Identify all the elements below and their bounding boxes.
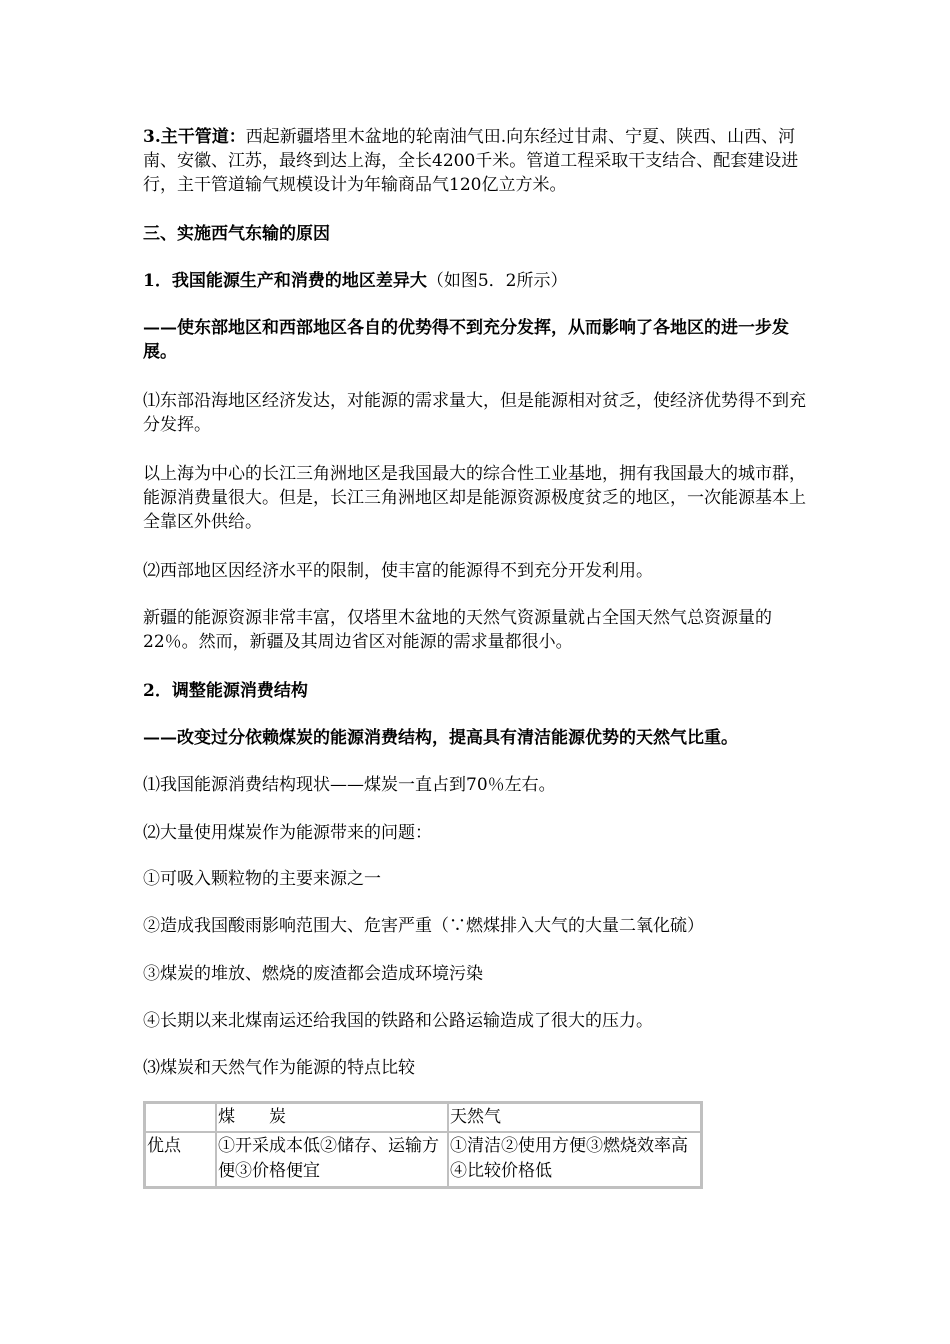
item-coal-problems: ⑵大量使用煤炭作为能源带来的问题： (143, 823, 432, 843)
item-structure-status: ⑴我国能源消费结构现状——煤炭一直占到70％左右。 (143, 775, 556, 795)
heading-1-note: （如图5．2所示） (426, 271, 568, 291)
problem-4: ④长期以来北煤南运还给我国的铁路和公路运输造成了很大的压力。 (143, 1011, 653, 1031)
point-east-detail: 以上海为中心的长江三角洲地区是我国最大的综合性工业基地，拥有我国最大的城市群，能源消费量很大。但是，长江三角洲地区却是能源资源极度贫乏的地区，一次能源基本上全靠区外供给。 (143, 464, 806, 532)
point-west-detail: 新疆的能源资源非常丰富，仅塔里木盆地的天然气资源量就占全国天然气总资源量的22％。然而，新疆及其周边省区对能源的需求量都很小。 (143, 608, 772, 652)
table-row (145, 1132, 701, 1187)
table-header-cell: 煤 炭 (216, 1103, 448, 1132)
heading-1-main: 1．我国能源生产和消费的地区差异大 (143, 271, 427, 291)
item-comparison: ⑶煤炭和天然气作为能源的特点比较 (143, 1058, 415, 1078)
section-heading-3: 三、实施西气东输的原因 (143, 224, 330, 244)
table-cell: ①清洁②使用方便③燃烧效率高④比较价格低 (448, 1132, 701, 1187)
table-header-cell (145, 1103, 216, 1132)
problem-2: ②造成我国酸雨影响范围大、危害严重（∵燃煤排入大气的大量二氧化硫） (143, 916, 704, 936)
table-header-cell: 天然气 (448, 1103, 701, 1132)
point-west: ⑵西部地区因经济水平的限制，使丰富的能源得不到充分开发利用。 (143, 561, 653, 581)
paragraph-text: 西起新疆塔里木盆地的轮南油气田.向东经过甘肃、宁夏、陕西、山西、河南、安徽、江苏，最终到达上海，全长4200千米。管道工程采取干支结合、配套建设进行，主干管道输气规模设计为年输商品气120亿立方米。 (143, 127, 799, 195)
paragraph-lead: 3.主干管道： (143, 127, 246, 147)
table-cell: ①开采成本低②储存、运输方便③价格便宜 (216, 1132, 448, 1187)
emphasis-line-2: ——改变过分依赖煤炭的能源消费结构，提高具有清洁能源优势的天然气比重。 (143, 728, 738, 748)
table-cell: 优点 (145, 1132, 216, 1187)
point-east: ⑴东部沿海地区经济发达，对能源的需求量大，但是能源相对贫乏，使经济优势得不到充分发挥。 (143, 391, 806, 435)
heading-2: 2．调整能源消费结构 (143, 681, 308, 701)
table-header-row (145, 1103, 701, 1132)
paragraph-main-pipeline (143, 125, 811, 197)
emphasis-line-1: ——使东部地区和西部地区各自的优势得不到充分发挥，从而影响了各地区的进一步发展。 (143, 318, 789, 362)
problem-3: ③煤炭的堆放、燃烧的废渣都会造成环境污染 (143, 964, 483, 984)
comparison-table (143, 1101, 703, 1189)
heading-1 (143, 269, 811, 293)
problem-1: ①可吸入颗粒物的主要来源之一 (143, 869, 381, 889)
